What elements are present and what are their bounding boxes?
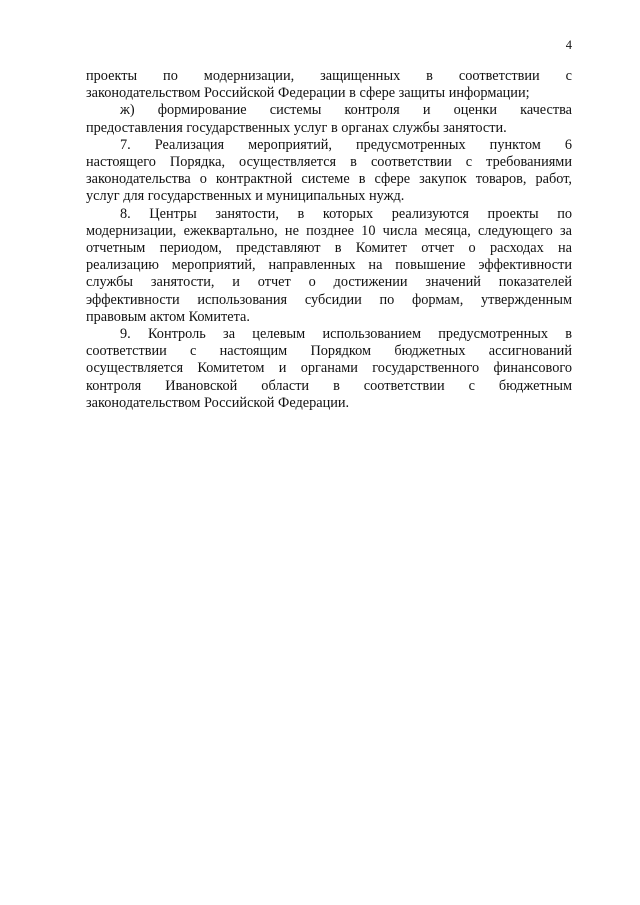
- text-line: 9. Контроль за целевым использованием предусмотренных в: [120, 326, 572, 343]
- text-line: настоящего Порядка, осуществляется в соответствии с требованиями: [86, 154, 572, 171]
- paragraph-8: [86, 206, 572, 326]
- text-line: правовым актом Комитета.: [86, 308, 250, 325]
- document-body: [86, 68, 572, 412]
- text-line: 7. Реализация мероприятий, предусмотренных пунктом 6: [120, 136, 572, 153]
- text-line: услуг для государственных и муниципальных нужд.: [86, 188, 405, 205]
- text-line: проекты по модернизации, защищенных в соответствии с: [86, 68, 572, 84]
- text-line: реализацию мероприятий, направленных на повышение эффективности: [86, 257, 572, 274]
- text-line: предоставления государственных услуг в органах службы занятости.: [86, 119, 507, 136]
- text-line: законодательством Российской Федерации в сфере защиты информации;: [86, 85, 530, 102]
- text-line: 8. Центры занятости, в которых реализуются проекты по: [120, 205, 572, 222]
- paragraph-continuation: [86, 68, 572, 102]
- text-line: эффективности использования субсидии по формам, утвержденным: [86, 291, 572, 308]
- text-line: законодательства о контрактной системе в сфере закупок товаров, работ,: [86, 171, 572, 188]
- text-line: законодательством Российской Федерации.: [86, 394, 350, 411]
- text-line: отчетным периодом, представляют в Комитет отчет о расходах на: [86, 240, 572, 257]
- page-number: 4: [565, 38, 572, 52]
- paragraph-item-zh: [86, 102, 572, 136]
- text-line: модернизации, ежеквартально, не позднее 10 числа месяца, следующего за: [86, 222, 572, 239]
- text-line: осуществляется Комитетом и органами государственного финансового: [86, 360, 572, 377]
- paragraph-7: [86, 137, 572, 206]
- paragraph-9: [86, 326, 572, 412]
- text-line: контроля Ивановской области в соответствии с бюджетным: [86, 377, 572, 394]
- text-line: службы занятости, и отчет о достижении значений показателей: [86, 274, 572, 291]
- text-line: соответствии с настоящим Порядком бюджетных ассигнований: [86, 343, 572, 360]
- text-line: ж) формирование системы контроля и оценки качества: [120, 102, 572, 119]
